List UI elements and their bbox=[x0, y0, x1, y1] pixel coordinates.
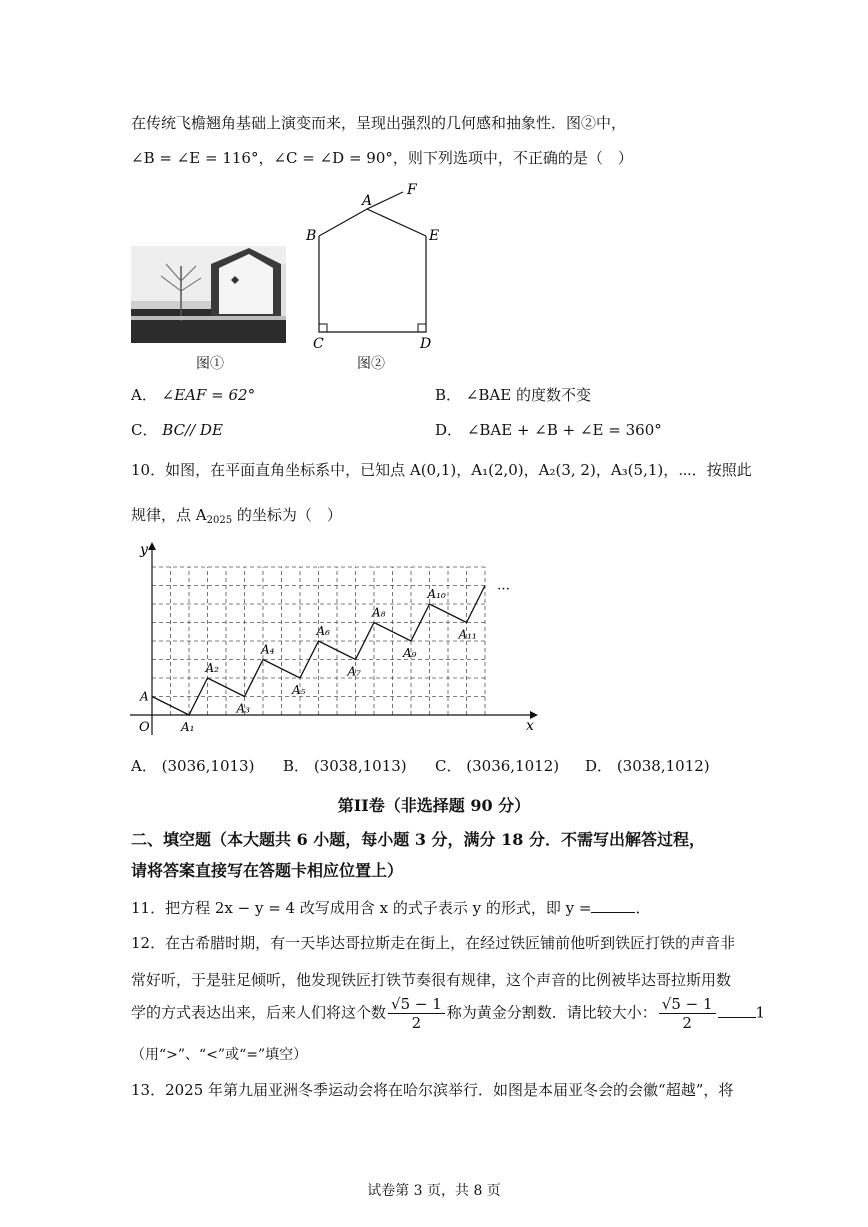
pentagon-figure bbox=[300, 180, 450, 355]
coordinate-plane-chart bbox=[130, 540, 540, 735]
point-label: A₈ bbox=[372, 605, 386, 620]
q9-line1: 在传统飞檐翘角基础上演变而来，呈现出强烈的几何感和抽象性．图②中， bbox=[131, 114, 627, 132]
part2-title: 第II卷（非选择题 90 分） bbox=[337, 796, 531, 815]
q9-option-b[interactable]: B． ∠BAE 的度数不变 bbox=[435, 386, 591, 404]
golden-ratio-fraction: $\frac{√5 - 1}{2}$ bbox=[388, 995, 445, 1032]
x-axis-label: x bbox=[526, 718, 534, 734]
q10-option-c[interactable]: C． (3036,1012) bbox=[435, 757, 560, 775]
q10-option-b[interactable]: B． (3038,1013) bbox=[283, 757, 407, 775]
golden-ratio-fraction-2: $\frac{√5 - 1}{2}$ bbox=[659, 995, 716, 1032]
point-label: A₇ bbox=[347, 664, 361, 679]
q12-answer-blank[interactable] bbox=[718, 1003, 756, 1018]
building-photo bbox=[131, 246, 286, 343]
q10-line1: 10．如图，在平面直角坐标系中，已知点 A(0,1)，A₁(2,0)，A₂(3, 2)，A₃(5,1)，⋯．按照此 bbox=[131, 461, 752, 479]
y-axis-arrow bbox=[148, 542, 156, 550]
pt-C: C bbox=[313, 336, 324, 352]
point-label: A₄ bbox=[261, 642, 275, 657]
q11-answer-blank[interactable] bbox=[591, 898, 635, 913]
q12-line3: 学的方式表达出来，后来人们将这个数 $\frac{√5 - 1}{2}$ 称为黄金分割数．请比较大小： $\frac{√5 - 1}{2}$ 1 bbox=[131, 995, 766, 1032]
point-label: A₂ bbox=[205, 661, 219, 675]
q13-line1: 13．2025 年第九届亚洲冬季运动会将在哈尔滨举行．如图是本届亚冬会的会徽“超越”，将 bbox=[131, 1081, 734, 1099]
point-label: A₃ bbox=[236, 701, 250, 716]
q12-line1: 12．在古希腊时期，有一天毕达哥拉斯走在街上，在经过铁匠铺前他听到铁匠打铁的声音非 bbox=[131, 934, 736, 952]
pt-F: F bbox=[407, 182, 417, 198]
q9-option-a[interactable]: A． ∠EAF = 62° bbox=[131, 386, 256, 404]
ellipsis-label: … bbox=[497, 578, 510, 594]
point-label: A₉ bbox=[403, 646, 417, 660]
q12-line2: 常好听，于是驻足倾听，他发现铁匠打铁节奏很有规律，这个声音的比例被毕达哥拉斯用数 bbox=[131, 971, 732, 989]
q10-option-d[interactable]: D． (3038,1012) bbox=[585, 757, 710, 775]
page-footer: 试卷第 3 页，共 8 页 bbox=[367, 1183, 501, 1199]
point-label: A₆ bbox=[316, 624, 330, 638]
q12-line4: （用“>”、“<”或“=”填空） bbox=[131, 1047, 308, 1063]
pt-A: A bbox=[362, 193, 373, 209]
y-axis-label: y bbox=[140, 542, 148, 558]
fig1-label: 图① bbox=[196, 356, 224, 372]
point-label: A bbox=[140, 689, 149, 704]
point-label: A₁ bbox=[181, 720, 195, 734]
q9-line2: ∠B = ∠E = 116°，∠C = ∠D = 90°，则下列选项中，不正确的是（ ） bbox=[131, 149, 633, 167]
point-label: A₅ bbox=[292, 683, 306, 697]
point-label: A₁₁ bbox=[458, 627, 477, 642]
fill-heading-line2: 请将答案直接写在答题卡相应位置上） bbox=[131, 861, 404, 880]
pt-B: B bbox=[306, 228, 317, 244]
fig2-label: 图② bbox=[357, 356, 385, 372]
q11-text: 11．把方程 2x − y = 4 改写成用含 x 的式子表示 y 的形式，即 y = ． bbox=[131, 899, 651, 917]
q10-option-a[interactable]: A． (3036,1013) bbox=[131, 757, 255, 775]
q9-option-d[interactable]: D． ∠BAE + ∠B + ∠E = 360° bbox=[435, 421, 662, 439]
pt-E: E bbox=[429, 228, 440, 244]
q10-line2: 规律，点 $A_{2025}$ 的坐标为（ ） bbox=[131, 506, 342, 526]
fill-heading-line1: 二、填空题（本大题共 6 小题，每小题 3 分，满分 18 分．不需写出解答过程， bbox=[131, 830, 705, 849]
origin-label: O bbox=[139, 720, 150, 735]
q9-option-c[interactable]: C． BC// DE bbox=[131, 421, 223, 439]
pt-D: D bbox=[420, 336, 432, 352]
point-label: A₁₀ bbox=[427, 587, 446, 601]
